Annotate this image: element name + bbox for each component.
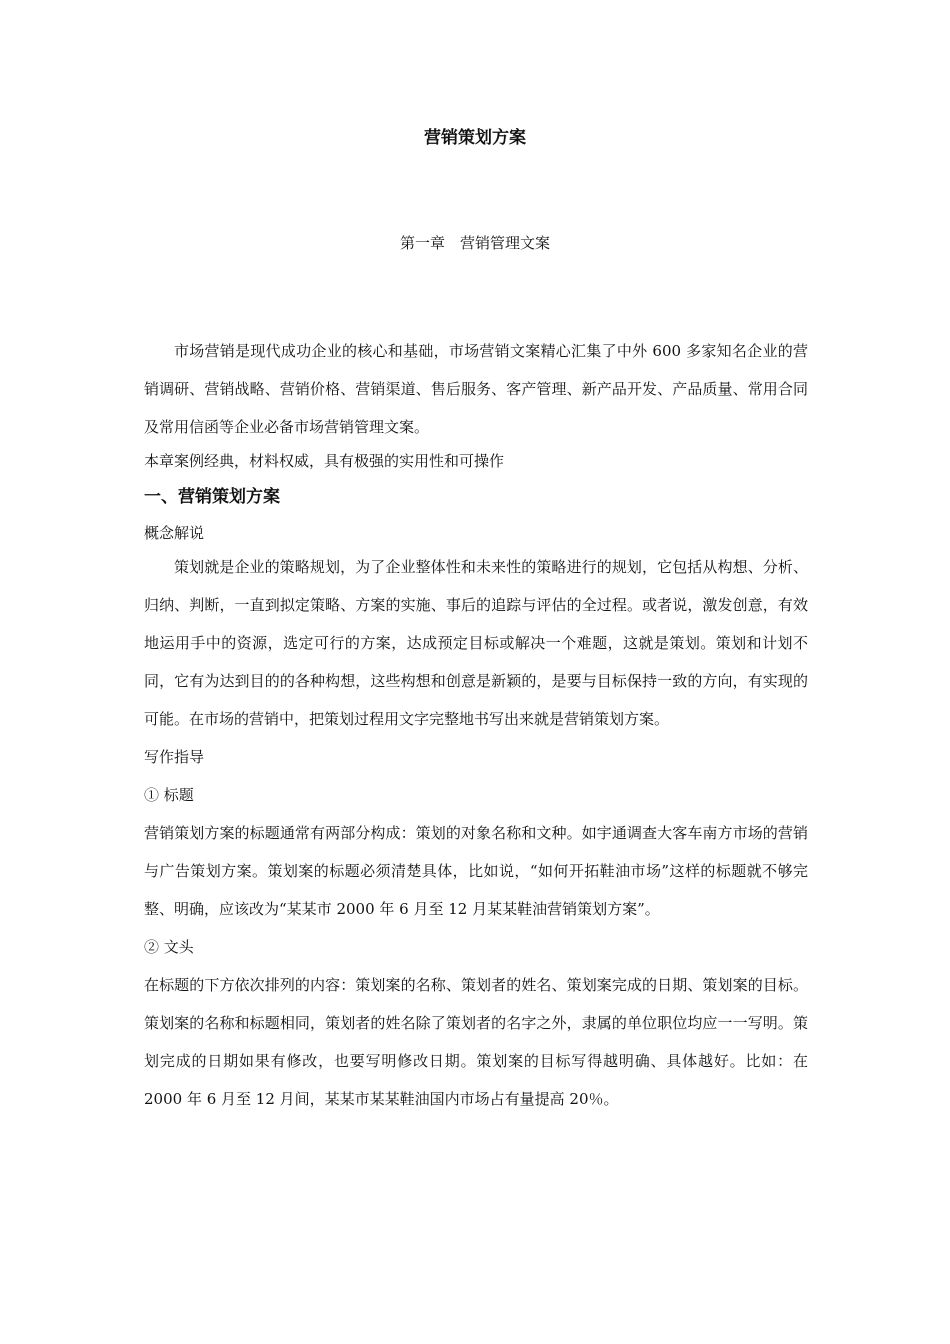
document-title: 营销策划方案: [424, 128, 526, 148]
writing-guide-label: 写作指导: [144, 748, 205, 766]
section-heading: 一、营销策划方案: [144, 487, 280, 507]
item1-paragraph: 营销策划方案的标题通常有两部分构成：策划的对象名称和文种。如宇通调查大客车南方市场的营销与广告策划方案。策划案的标题必须清楚具体，比如说，“如何开拓鞋油市场”这样的标题就不够完整、明确，应该改为“某某市 2000 年 6 月至 12 月某某鞋油营销策划方案”。: [144, 824, 808, 918]
item1-label: ① 标题: [144, 786, 194, 804]
concept-label: 概念解说: [144, 524, 205, 542]
item2-paragraph: 在标题的下方依次排列的内容：策划案的名称、策划者的姓名、策划案完成的日期、策划案的目标。策划案的名称和标题相同，策划者的姓名除了策划者的名字之外，隶属的单位职位均应一一写明。策划完成的日期如果有修改，也要写明修改日期。策划案的目标写得越明确、具体越好。比如：在 2000 年 6 月至 12 月间，某某市某某鞋油国内市场占有量提高 20％。: [144, 976, 808, 1108]
intro-paragraph: 市场营销是现代成功企业的核心和基础，市场营销文案精心汇集了中外 600 多家知名企业的营销调研、营销战略、营销价格、营销渠道、售后服务、客产管理、新产品开发、产品质量、常用合同及常用信函等企业必备市场营销管理文案。: [144, 342, 808, 436]
item2-label: ② 文头: [144, 938, 194, 956]
document-body: [144, 332, 808, 1118]
intro-note: 本章案例经典，材料权威，具有极强的实用性和可操作: [144, 452, 505, 470]
concept-paragraph: 策划就是企业的策略规划，为了企业整体性和未来性的策略进行的规划，它包括从构想、分析、归纳、判断，一直到拟定策略、方案的实施、事后的追踪与评估的全过程。或者说，激发创意，有效地运用手中的资源，选定可行的方案，达成预定目标或解决一个难题，这就是策划。策划和计划不同，它有为达到目的的各种构想，这些构想和创意是新颖的，是要与目标保持一致的方向，有实现的可能。在市场的营销中，把策划过程用文字完整地书写出来就是营销策划方案。: [144, 558, 808, 728]
chapter-title: 第一章 营销管理文案: [399, 234, 550, 252]
